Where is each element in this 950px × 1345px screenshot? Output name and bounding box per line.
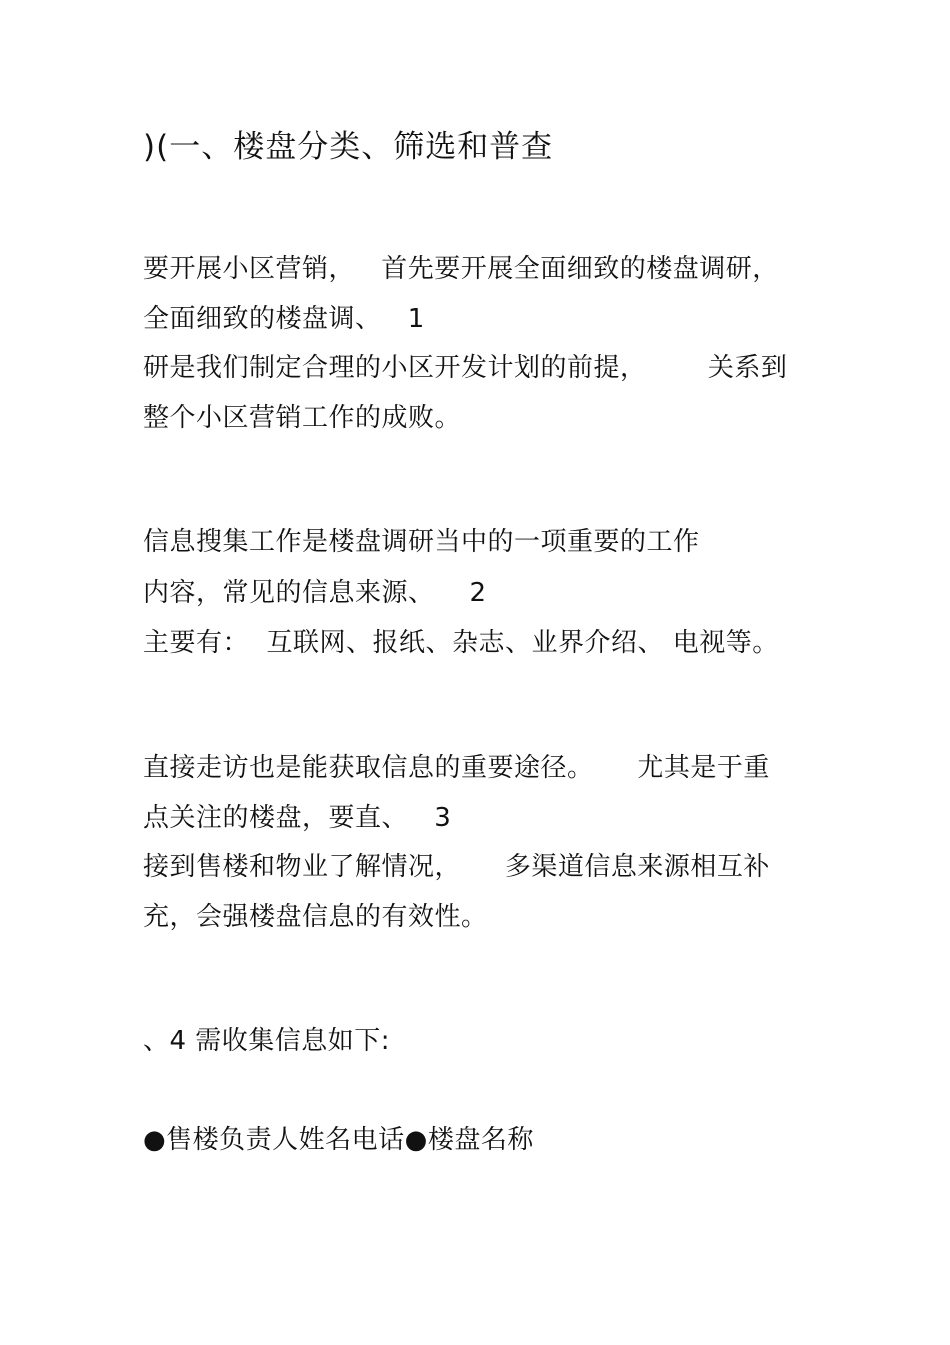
paragraph-line: 整个小区营销工作的成败。	[143, 403, 462, 433]
section-heading: )(一、楼盘分类、筛选和普查	[143, 129, 554, 165]
paragraph-line: 充，会强楼盘信息的有效性。	[143, 902, 488, 932]
paragraph-line: 要开展小区营销， 首先要开展全面细致的楼盘调研，	[143, 254, 779, 284]
paragraph-line: 直接走访也是能获取信息的重要途径。 尤其是于重	[143, 753, 770, 783]
paragraph-line: 全面细致的楼盘调、 1	[143, 304, 425, 334]
paragraph-line: 主要有： 互联网、报纸、杂志、业界介绍、 电视等。	[143, 628, 779, 658]
paragraph-line: 研是我们制定合理的小区开发计划的前提， 关系到	[143, 353, 788, 383]
paragraph-line: 、4 需收集信息如下:	[143, 1026, 391, 1056]
paragraph-line: 信息搜集工作是楼盘调研当中的一项重要的工作	[143, 527, 700, 557]
paragraph-line: 点关注的楼盘，要直、 3	[143, 803, 452, 833]
paragraph-line: 内容，常见的信息来源、 2	[143, 578, 487, 608]
paragraph-line: 接到售楼和物业了解情况， 多渠道信息来源相互补	[143, 852, 770, 882]
bullet-line: ●售楼负责人姓名电话●楼盘名称	[143, 1125, 534, 1155]
